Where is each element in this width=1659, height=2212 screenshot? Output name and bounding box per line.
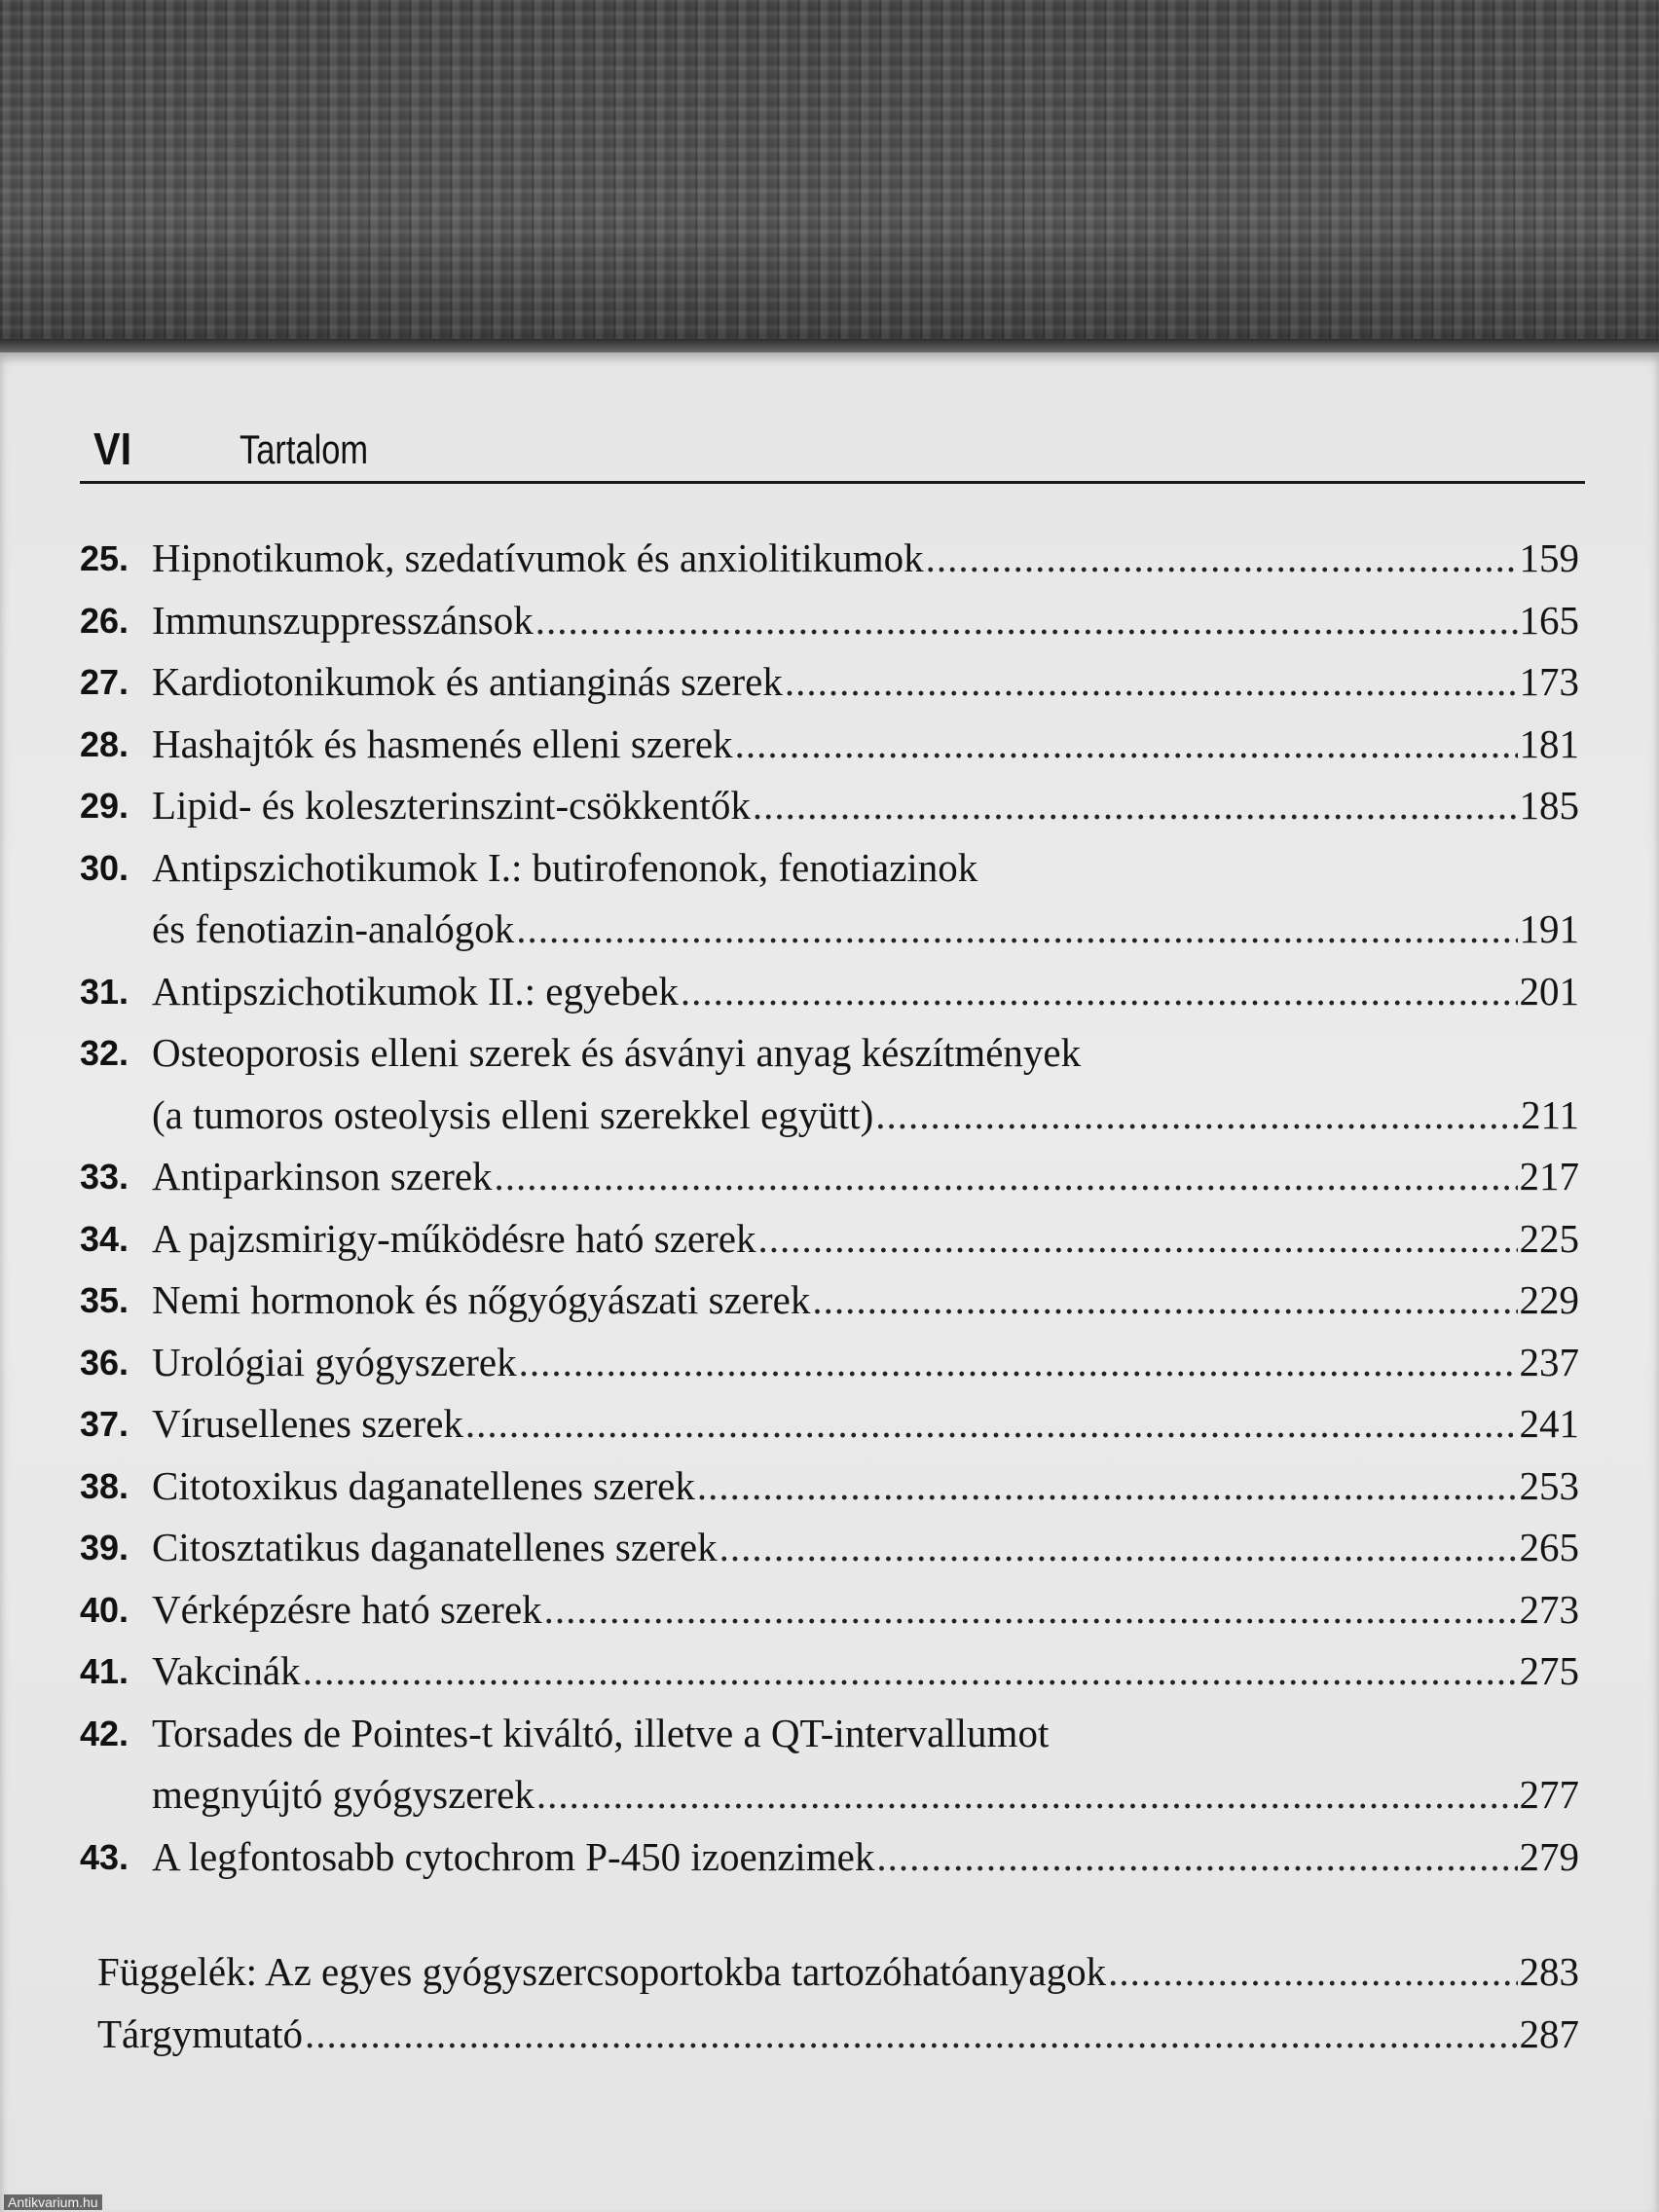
toc-entry-page: 191 (1519, 906, 1579, 951)
toc-entry (80, 961, 1579, 1023)
dot-leader (495, 1146, 1518, 1208)
dot-leader (465, 1393, 1518, 1456)
toc-entry-title: Citotoxikus daganatellenes szerek (152, 1462, 695, 1508)
toc-entry-number: 42. (80, 1713, 129, 1753)
toc-entry-page: 217 (1519, 1154, 1579, 1198)
toc-entry-title: Antiparkinson szerek (152, 1154, 493, 1198)
toc-entry-line (152, 590, 1579, 652)
watermark: Antikvarium.hu (4, 2194, 102, 2210)
appendix-entry-line (97, 2004, 1579, 2066)
toc-entry-line (152, 1146, 1579, 1208)
toc-entry-title: és fenotiazin-analógok (152, 906, 515, 951)
toc-entry-page: 225 (1519, 1215, 1579, 1261)
toc-entry-title: A legfontosabb cytochrom P-450 izoenzimek (152, 1833, 875, 1879)
toc-entry-number: 40. (80, 1589, 129, 1630)
toc-entry-title: Citosztatikus daganatellenes szerek (152, 1525, 718, 1569)
toc-entry (80, 651, 1579, 714)
page-header (80, 421, 1585, 484)
dot-leader (1108, 1941, 1517, 2004)
toc-entry-line (152, 1703, 1579, 1765)
dot-leader (719, 1517, 1518, 1579)
dot-leader (926, 528, 1518, 590)
toc-entry-line (152, 1085, 1579, 1147)
appendix-entry-title: Tárgymutató (97, 2010, 304, 2056)
book-page (0, 352, 1659, 2212)
dot-leader (753, 775, 1518, 837)
toc-entry-title: Hashajtók és hasmenés elleni szerek (152, 720, 733, 766)
toc-entry-number: 31. (80, 971, 129, 1012)
toc-entry-number: 27. (80, 662, 129, 702)
toc-entry-line (152, 1022, 1579, 1085)
dot-leader (519, 1332, 1518, 1394)
toc-entry-title: Immunszuppresszánsok (152, 597, 534, 643)
toc-entry-number: 38. (80, 1465, 129, 1506)
dot-leader (536, 1764, 1518, 1826)
toc-entry-page: 181 (1519, 720, 1579, 766)
toc-entry-page: 277 (1519, 1772, 1579, 1817)
dot-leader (697, 1456, 1518, 1518)
toc-entry-page: 237 (1519, 1339, 1579, 1384)
toc-entry-page: 165 (1519, 597, 1579, 643)
toc-entry (80, 590, 1579, 652)
toc-entry-number: 43. (80, 1836, 129, 1877)
toc-entry (80, 1393, 1579, 1456)
toc-entry (80, 1270, 1579, 1332)
toc-entry-line (152, 528, 1579, 590)
toc-entry (80, 1146, 1579, 1208)
toc-entry-page: 265 (1519, 1525, 1579, 1569)
toc-entry (80, 1332, 1579, 1394)
toc-entry-page: 229 (1519, 1277, 1579, 1322)
toc-entry-number: 26. (80, 600, 129, 641)
toc-entry-title: Urológiai gyógyszerek (152, 1339, 517, 1384)
toc-entry-title: Vírusellenes szerek (152, 1401, 463, 1446)
dot-leader (305, 2004, 1517, 2066)
toc-entry-number: 29. (80, 786, 129, 826)
dot-leader (681, 961, 1518, 1023)
toc-entry-number: 28. (80, 723, 129, 764)
toc-entry-page: 253 (1519, 1462, 1579, 1508)
toc-entry-title: Nemi hormonok és nőgyógyászati szerek (152, 1277, 811, 1322)
appendix-entry-page: 283 (1519, 1949, 1579, 1994)
toc-entry (80, 1208, 1579, 1271)
toc-entry-number: 33. (80, 1157, 129, 1197)
toc-entry-line (152, 1517, 1579, 1579)
toc-entry-line (152, 1764, 1579, 1826)
appendix-entry-title: Függelék: Az egyes gyógyszercsoportokba tartozóhatóanyagok (97, 1949, 1107, 1994)
toc-entry (80, 528, 1579, 590)
toc-entry-page: 279 (1519, 1833, 1579, 1879)
toc-entry-line (152, 714, 1579, 776)
dot-leader (876, 1826, 1517, 1889)
toc-entry-line (152, 651, 1579, 714)
appendix-entry (97, 2004, 1579, 2066)
toc-entry-title: A pajzsmirigy-működésre ható szerek (152, 1215, 756, 1261)
fabric-background (0, 0, 1659, 370)
appendix-entry (97, 1941, 1579, 2004)
toc-entry-title: Antipszichotikumok I.: butirofenonok, fenotiazinok (152, 844, 978, 890)
toc-entry (80, 1517, 1579, 1579)
toc-entry (80, 1456, 1579, 1518)
toc-entry-number: 35. (80, 1280, 129, 1320)
toc-entry-line (152, 1456, 1579, 1518)
toc-entry (80, 1579, 1579, 1641)
toc-entry-title: Antipszichotikumok II.: egyebek (152, 968, 679, 1014)
toc-entry-page: 185 (1519, 783, 1579, 828)
toc-entry-line (152, 1641, 1579, 1703)
toc-entry-line (152, 1208, 1579, 1271)
toc-entry-page: 273 (1519, 1586, 1579, 1632)
toc-entry-number: 36. (80, 1342, 129, 1382)
toc-entry-number: 32. (80, 1033, 129, 1073)
toc-entry (80, 1641, 1579, 1703)
dot-leader (516, 899, 1517, 961)
toc-entry-page: 241 (1519, 1401, 1579, 1446)
toc-entry (80, 1826, 1579, 1889)
toc-entry-line (152, 837, 1579, 900)
toc-entry-number: 30. (80, 847, 129, 888)
dot-leader (758, 1208, 1518, 1271)
toc-entry-number: 41. (80, 1651, 129, 1691)
toc-entry-title: Vérképzésre ható szerek (152, 1586, 542, 1632)
toc-entry-line (152, 1826, 1579, 1889)
dot-leader (544, 1579, 1518, 1641)
dot-leader (875, 1085, 1519, 1147)
toc-entry (80, 775, 1579, 837)
toc-entry-number: 25. (80, 538, 129, 578)
toc-entry-number: 39. (80, 1528, 129, 1567)
toc-entry-number: 34. (80, 1218, 129, 1259)
toc-entry-title: (a tumoros osteolysis elleni szerekkel együtt) (152, 1091, 874, 1137)
toc-entry (80, 1022, 1579, 1146)
toc-entry-page: 275 (1519, 1648, 1579, 1693)
page-title: Tartalom (240, 426, 369, 472)
toc-entry (80, 837, 1579, 961)
toc-entry-page: 173 (1519, 659, 1579, 704)
toc-entry-line (152, 1393, 1579, 1456)
appendix-section (97, 1941, 1579, 2065)
toc-entry-line (152, 961, 1579, 1023)
toc-entry-line (152, 1332, 1579, 1394)
toc-entry-title: Hipnotikumok, szedatívumok és anxiolitikumok (152, 535, 924, 580)
dot-leader (735, 714, 1518, 776)
table-of-contents (80, 528, 1579, 1888)
toc-entry-title: Kardiotonikumok és antianginás szerek (152, 659, 783, 704)
toc-entry-line (152, 1270, 1579, 1332)
toc-entry-page: 159 (1519, 535, 1579, 580)
dot-leader (812, 1270, 1517, 1332)
dot-leader (785, 651, 1518, 714)
toc-entry-number: 37. (80, 1404, 129, 1444)
toc-entry-line (152, 1579, 1579, 1641)
appendix-entry-line (97, 1941, 1579, 2004)
toc-entry-title: Torsades de Pointes-t kiváltó, illetve a QT-intervallumot (152, 1710, 1050, 1755)
dot-leader (303, 1641, 1518, 1703)
toc-entry-title: Osteoporosis elleni szerek és ásványi anyag készítmények (152, 1030, 1082, 1075)
toc-entry-line (152, 899, 1579, 961)
toc-entry-title: Vakcinák (152, 1648, 301, 1693)
toc-entry-title: Lipid- és koleszterinszint-csökkentők (152, 783, 751, 828)
toc-entry-line (152, 775, 1579, 837)
page-number-roman: VI (93, 424, 132, 474)
toc-entry-title: megnyújtó gyógyszerek (152, 1772, 535, 1817)
toc-entry-page: 211 (1521, 1091, 1579, 1137)
dot-leader (535, 590, 1518, 652)
toc-entry (80, 1703, 1579, 1826)
toc-entry (80, 714, 1579, 776)
toc-entry-page: 201 (1519, 968, 1579, 1014)
appendix-entry-page: 287 (1519, 2010, 1579, 2056)
